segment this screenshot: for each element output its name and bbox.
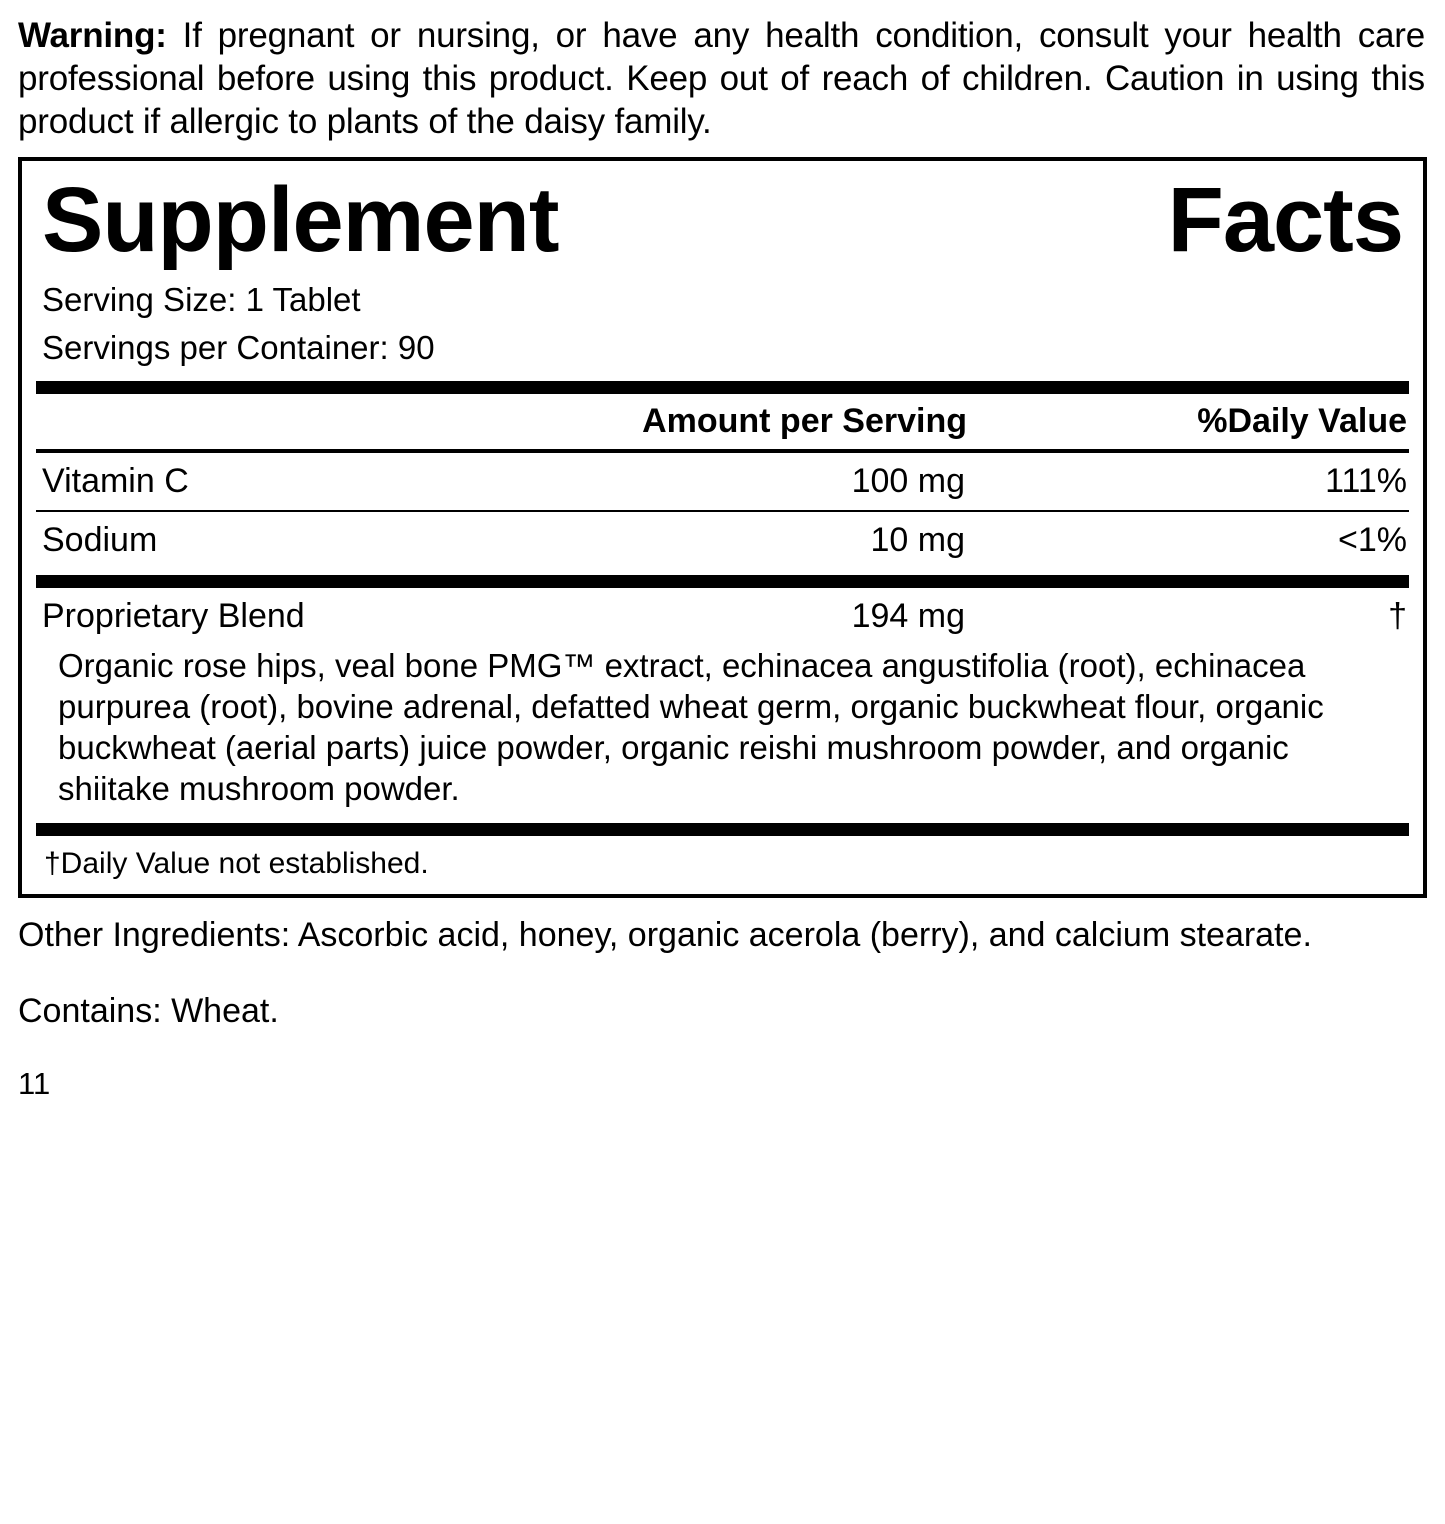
contains-allergens: Contains: Wheat. (18, 991, 279, 1030)
warning-label: Warning: (18, 16, 167, 55)
supplement-facts-title (36, 167, 1409, 271)
nutrient-name: Vitamin C (42, 461, 189, 500)
supplement-facts-panel (18, 157, 1427, 898)
nutrient-name: Sodium (42, 520, 158, 559)
supplement-label-page (0, 14, 1445, 1524)
title-word-facts: Facts (1167, 169, 1403, 271)
nutrient-amount: 10 mg (870, 520, 965, 559)
table-row (36, 453, 1409, 510)
header-daily-value: %Daily Value (1197, 401, 1407, 440)
servings-per-container: Servings per Container: 90 (42, 328, 435, 366)
title-word-supplement: Supplement (42, 169, 559, 271)
blend-name: Proprietary Blend (42, 596, 305, 635)
proprietary-blend-row (36, 588, 1409, 645)
nutrient-daily-value: <1% (1338, 520, 1407, 559)
other-ingredients: Other Ingredients: Ascorbic acid, honey, organic acerola (berry), and calcium stearate. (18, 915, 1312, 954)
serving-size: Serving Size: 1 Tablet (42, 280, 361, 318)
divider-thick-bottom (36, 823, 1409, 836)
blend-daily-value: † (1388, 596, 1407, 635)
warning-paragraph (18, 14, 1427, 143)
nutrient-amount: 100 mg (851, 461, 965, 500)
divider-thick-top (36, 381, 1409, 394)
daily-value-footnote: †Daily Value not established. (44, 846, 429, 880)
header-amount-per-serving: Amount per Serving (642, 401, 967, 440)
warning-text: If pregnant or nursing, or have any health condition, consult your health care professional before using this product. Keep out of reach of children. Caution in using this product if allergic to plants of the daisy family. (18, 16, 1425, 141)
divider-thick-middle (36, 575, 1409, 588)
nutrient-daily-value: 111% (1325, 461, 1407, 500)
table-row (36, 512, 1409, 569)
blend-amount: 194 mg (851, 596, 965, 635)
page-number: 11 (18, 1065, 51, 1101)
table-header-row (36, 394, 1409, 449)
blend-ingredients: Organic rose hips, veal bone PMG™ extract, echinacea angustifolia (root), echinacea purpurea (root), bovine adrenal, defatted wheat germ, organic buckwheat flour, organic buckwheat (aerial parts) juice powder, organic reishi mushroom powder, and organic shiitake mushroom powder. (58, 646, 1324, 807)
